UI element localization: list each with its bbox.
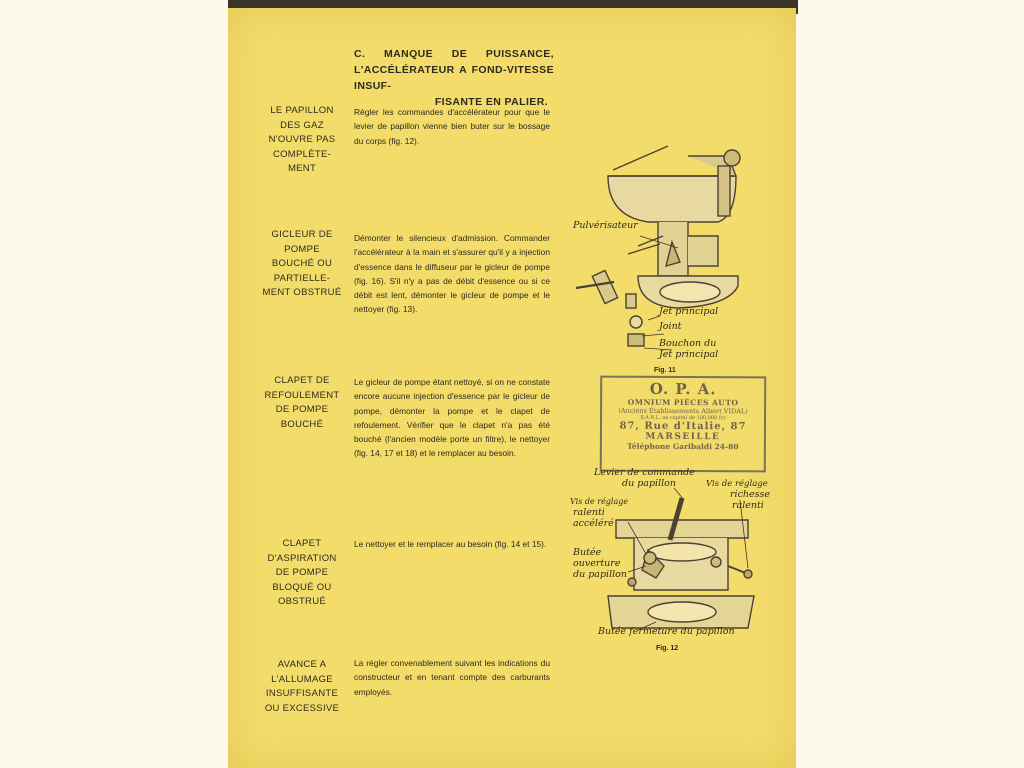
label-butee-fermeture: Butée fermeture du papillon (598, 626, 735, 637)
label-pulverisateur: Pulvérisateur (573, 220, 638, 231)
label-vis-accelere-2: ralenti (573, 507, 605, 518)
remedy-gicleur: Démonter le silencieux d'admission. Commander l'accélérateur à la main et s'assurer qu'il y a injection d'essence dans le diffuseur par le gicleur de pompe (fig. 16). S'il n'y a pas de débit d'essence ou si ce débit est lent, démonter le gicleur de pompe et le nettoyer (fig. 13). (354, 233, 550, 315)
stamp-line6: MARSEILLE (645, 431, 721, 443)
cause-papillon: LE PAPILLON DES GAZ N'OUVRE PAS COMPLÈTE-MENT (268, 105, 336, 174)
label-butee-ouverture-3: du papillon (573, 569, 627, 580)
remedy-clapet-refoulement: Le gicleur de pompe étant nettoyé, si on ne constate encore aucune injection d'essence par le gicleur de pompe, démonter la pompe et le clapet de refoulement. Vérifier que le clapet n'a pas été bouché (l'ancien modèle porte un filtre), le nettoyer (fig. 14, 17 et 18) et le remplacer au besoin. (354, 377, 550, 459)
remedy-avance-allumage: La régler convenablement suivant les indications du constructeur et en tenant compte des carburants employés. (354, 658, 550, 697)
label-butee-ouverture-1: Butée (573, 547, 602, 558)
label-vis-accelere-1: Vis de réglage (570, 497, 629, 506)
label-vis-accelere-3: accéléré (573, 518, 614, 529)
carburetor-figure-11 (568, 136, 768, 372)
label-joint: Joint (659, 321, 682, 332)
label-bouchon-1: Bouchon du (659, 338, 717, 349)
section-heading (354, 46, 554, 110)
stamp-line1: O. P. A. (649, 379, 717, 399)
fig12-caption: Fig. 12 (656, 645, 679, 652)
cause-clapet-refoulement: CLAPET DE REFOULEMENT DE POMPE BOUCHÉ (264, 375, 340, 430)
label-levier-2: du papillon (622, 478, 676, 489)
remedy-papillon: Régler les commandes d'accélérateur pour que le levier de papillon vienne bien buter sur le bossage du corps (fig. 12). (354, 107, 550, 146)
manual-page (228, 8, 796, 768)
cause-gicleur: GICLEUR DE POMPE BOUCHÉ OU PARTIELLE-MENT OBSTRUÉ (262, 229, 342, 298)
label-jet-principal: Jet principal (659, 306, 719, 317)
label-vis-richesse-1: Vis de réglage (706, 479, 768, 489)
label-levier-1: Levier de commande (594, 467, 695, 478)
cause-clapet-aspiration: CLAPET D'ASPIRATION DE POMPE BLOQUÉ OU OBSTRUÉ (267, 538, 337, 607)
fig11-caption: Fig. 11 (654, 367, 676, 374)
remedy-clapet-aspiration: Le nettoyer et le remplacer au besoin (fig. 14 et 15). (354, 539, 547, 549)
stamp-line3: (Anciens Établissements Albert VIDAL) (618, 406, 748, 416)
label-butee-ouverture-2: ouverture (573, 558, 621, 569)
stamp-line2: OMNIUM PIÈCES AUTO (627, 397, 739, 408)
cause-avance-allumage: AVANCE A L'ALLUMAGE INSUFFISANTE OU EXCESSIVE (264, 659, 340, 714)
label-bouchon-2: Jet principal (659, 349, 719, 360)
dealer-stamp (600, 376, 767, 473)
stamp-line5: 87, Rue d'Italie, 87 (619, 420, 747, 433)
heading-main: C. MANQUE DE PUISSANCE, L'ACCÉLÉRATEUR A FOND-VITESSE INSUF- (354, 48, 554, 92)
label-vis-richesse-2: richesse (730, 489, 771, 500)
stamp-line7: Téléphone Garibaldi 24-80 (627, 441, 739, 452)
label-vis-richesse-3: ralenti (732, 500, 764, 511)
stamp-line4: S.A.R.L. au capital de 100.000 frs (640, 414, 726, 422)
heading-sub: FISANTE EN PALIER. (434, 96, 548, 108)
